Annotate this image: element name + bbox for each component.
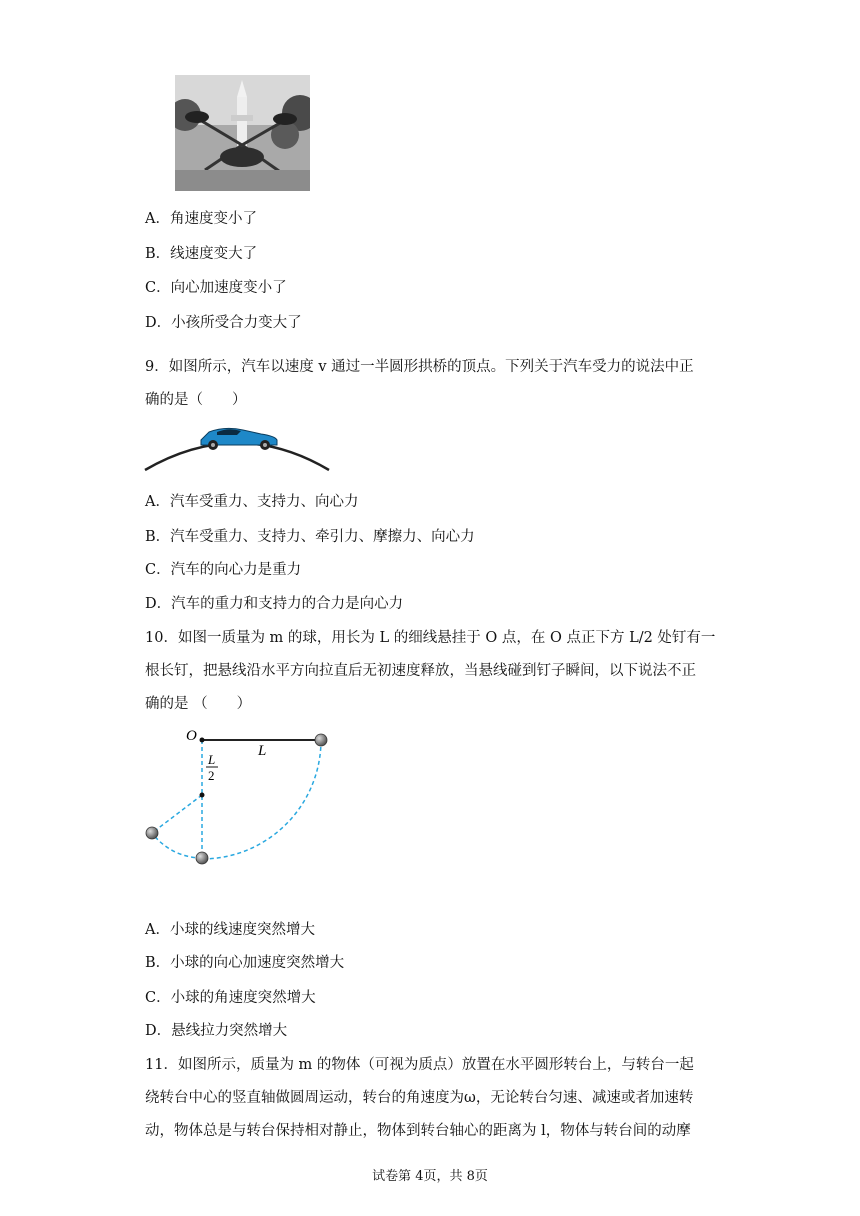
label-o: O [186,728,197,744]
q10-stem-line1: 10．如图一质量为 m 的球，用长为 L 的细线悬挂于 O 点，在 O 点正下方 L/2 处钉有一 [145,630,716,646]
page-footer: 试卷第 4页，共 8页 [372,1169,488,1184]
car-bridge-figure [143,420,333,472]
label-fraction-denominator: 2 [208,768,215,783]
amusement-ride-photo [175,75,310,191]
ball-bottom [196,852,208,864]
label-fraction-numerator: L [208,752,216,767]
small-swing-arc [152,833,202,858]
q10-option-c: C．小球的角速度突然增大 [145,990,316,1006]
q11-stem-line3: 动，物体总是与转台保持相对静止，物体到转台轴心的距离为 l，物体与转台间的动摩 [145,1123,691,1139]
pendulum-figure [140,722,340,872]
q9-option-d: D．汽车的重力和支持力的合力是向心力 [145,596,404,612]
q9-option-b: B．汽车受重力、支持力、牵引力、摩擦力、向心力 [145,529,475,545]
q8-option-d: D．小孩所受合力变大了 [145,315,302,331]
q8-option-c: C．向心加速度变小了 [145,280,287,296]
q9-stem-line2: 确的是（ ） [145,392,247,408]
ball-start [315,734,327,746]
q10-option-a: A．小球的线速度突然增大 [145,922,315,938]
q10-stem-line3: 确的是 （ ） [145,696,252,712]
short-string [152,795,202,833]
car-icon [201,428,277,450]
q8-option-a: A．角速度变小了 [145,211,257,227]
q11-stem-line1: 11．如图所示，质量为 m 的物体（可视为质点）放置在水平圆形转台上，与转台一起 [145,1057,694,1073]
q10-option-b: B．小球的向心加速度突然增大 [145,955,345,971]
q9-option-c: C．汽车的向心力是重力 [145,562,302,578]
q9-option-a: A．汽车受重力、支持力、向心力 [145,494,359,510]
q10-option-d: D．悬线拉力突然增大 [145,1023,288,1039]
arch-bridge [145,443,329,470]
q9-stem-line1: 9．如图所示，汽车以速度 v 通过一半圆形拱桥的顶点。下列关于汽车受力的说法中正 [145,359,694,375]
nail-point [200,793,205,798]
pivot-point [200,738,205,743]
q8-option-b: B．线速度变大了 [145,246,258,262]
q11-stem-line2: 绕转台中心的竖直轴做圆周运动，转台的角速度为ω，无论转台匀速、减速或者加速转 [145,1090,694,1106]
q10-stem-line2: 根长钉，把悬线沿水平方向拉直后无初速度释放，当悬线碰到钉子瞬间，以下说法不正 [145,663,696,679]
ball-left [146,827,158,839]
label-l: L [258,743,267,759]
